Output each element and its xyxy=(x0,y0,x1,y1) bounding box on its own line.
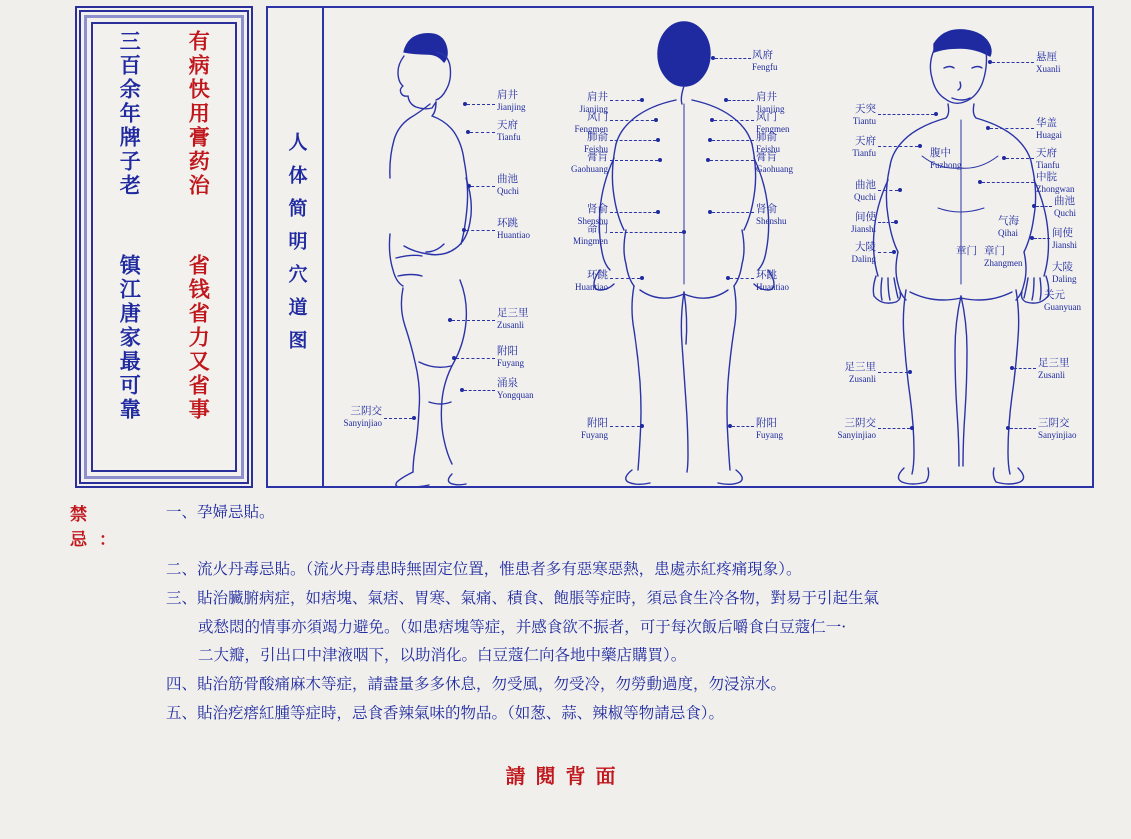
leader-line xyxy=(610,212,656,213)
label-quchi-side: 曲池 Quchi xyxy=(497,173,519,196)
leader-line xyxy=(710,160,754,161)
label-jianjing-back-right: 肩井 Jianjing xyxy=(756,91,785,114)
acupoint-diagram xyxy=(266,6,1094,488)
acupoint-dot xyxy=(658,158,662,162)
slogan-column-1: 有病快用膏药治 省钱省力又省事 xyxy=(186,30,212,422)
acupoint-dot xyxy=(894,220,898,224)
leader-line xyxy=(466,230,495,231)
leader-line xyxy=(471,186,495,187)
leader-line xyxy=(610,426,640,427)
leader-line xyxy=(878,114,934,115)
acupoint-dot xyxy=(640,424,644,428)
taboo-item-3-line-3: 二大瓣，引出口中津液咽下，以助消化。白豆蔻仁向各地中藥店購買）。 xyxy=(198,646,687,665)
figure-back-view xyxy=(556,8,826,490)
acupoint-dot xyxy=(654,118,658,122)
acupoint-dot xyxy=(412,416,416,420)
taboo-item-4: 四、貼治筋骨酸痛麻木等症，請盡量多多休息，勿受風，勿受冷，勿勞動過度，勿浸涼水。 xyxy=(166,675,787,694)
leader-line xyxy=(990,128,1034,129)
leader-line xyxy=(878,222,894,223)
leader-line xyxy=(610,278,640,279)
label-fuyang-side: 附阳 Fuyang xyxy=(497,345,524,368)
acupoint-dot xyxy=(656,210,660,214)
label-huagai: 华盖 Huagai xyxy=(1036,117,1062,140)
label-quchi-front-left: 曲池 Quchi xyxy=(854,179,876,202)
acupoint-dot xyxy=(892,250,896,254)
leader-line xyxy=(714,120,754,121)
leader-line xyxy=(1036,206,1052,207)
label-shenshu-back-right: 肾俞 Shenshu xyxy=(756,203,787,226)
leader-line xyxy=(982,182,1034,183)
label-feishu-back-left: 肺俞 Feishu xyxy=(583,131,608,154)
leader-line xyxy=(610,232,682,233)
label-zusanli-side: 足三里 Zusanli xyxy=(497,307,529,330)
label-qihai: 气海 Qihai xyxy=(998,215,1019,238)
label-zhongwan: 中脘 Zhongwan xyxy=(1036,171,1075,194)
label-gaohuang-back-left: 膏肓 Gaohuang xyxy=(571,151,608,174)
acupoint-dot xyxy=(898,188,902,192)
label-sanyinjiao-side: 三阴交 Sanyinjiao xyxy=(343,405,382,428)
leader-line xyxy=(1010,428,1036,429)
label-fuyang-back-left: 附阳 Fuyang xyxy=(581,417,608,440)
slogan-panel xyxy=(75,6,253,488)
taboo-item-2: 二、流火丹毒忌貼。（流火丹毒患時無固定位置，惟患者多有惡寒惡熱，患處赤紅疼痛現象）。 xyxy=(166,560,802,578)
slogan-column-2: 三百余年牌子老 镇江唐家最可靠 xyxy=(117,30,143,422)
leader-line xyxy=(610,140,656,141)
label-huantiao-back-right: 环跳 Huantiao xyxy=(756,269,789,292)
leader-line xyxy=(1006,158,1034,159)
taboo-item-3-line-2: 或愁悶的情事亦須竭力避免。（如患痞塊等症，并感食欲不振者，可于每次飯后嚼食白豆蔻仁一· xyxy=(198,617,847,636)
acupoint-dot xyxy=(918,144,922,148)
label-huantiao-side: 环跳 Huantiao xyxy=(497,217,530,240)
label-jianjing-back-left: 肩井 Jianjing xyxy=(579,91,608,114)
label-fengfu: 风府 Fengfu xyxy=(752,49,778,72)
taboo-heading-row xyxy=(70,500,1090,550)
label-daling-front-right: 大陵 Daling xyxy=(1052,261,1077,284)
figure-front-view xyxy=(826,8,1094,490)
leader-line xyxy=(464,390,495,391)
acupoint-dot xyxy=(934,112,938,116)
leader-line xyxy=(1034,238,1050,239)
diagram-title-column xyxy=(272,8,324,486)
leader-line xyxy=(732,426,754,427)
acupoint-dot xyxy=(640,276,644,280)
label-sanyinjiao-front-left: 三阴交 Sanyinjiao xyxy=(837,417,876,440)
leader-line xyxy=(610,100,640,101)
figure-side-view xyxy=(326,8,556,490)
leader-line xyxy=(467,104,495,105)
label-zusanli-front-left: 足三里 Zusanli xyxy=(844,361,876,384)
label-fengmen-back-right: 风门 Fengmen xyxy=(756,111,790,134)
label-gaohuang-back-right: 膏肓 Gaohuang xyxy=(756,151,793,174)
leader-line xyxy=(712,140,754,141)
label-yongquan-side: 涌泉 Yongquan xyxy=(497,377,534,400)
leader-line xyxy=(730,278,754,279)
leader-line xyxy=(456,358,495,359)
label-tiantu: 天突 Tiantu xyxy=(852,103,876,126)
leader-line xyxy=(452,320,495,321)
label-fengmen-back-left: 风门 Fengmen xyxy=(574,111,608,134)
label-fuzhong: 腹中 Fuzhong xyxy=(930,147,962,170)
leader-line xyxy=(878,146,918,147)
label-tianfu-front: 天府 Tianfu xyxy=(1036,147,1060,170)
label-jianshi-front-left: 间使 Jianshi xyxy=(850,211,876,234)
label-quchi-front-right: 曲池 Quchi xyxy=(1054,195,1076,218)
acupoint-dot xyxy=(682,230,686,234)
taboo-item-3-line-1: 三、貼治臟腑病症，如痞塊、氣痞、胃寒、氣痛、積食、飽脹等症時，須忌食生冷各物，對易于引起生氣 xyxy=(166,588,880,607)
label-guanyuan: 关元 Guanyuan xyxy=(1044,289,1081,312)
label-zhangmen-right: 章门 Zhangmen xyxy=(984,245,1023,268)
leader-line xyxy=(384,418,412,419)
diagram-title: 人体简明穴道图 xyxy=(285,131,308,363)
label-jianjing-side: 肩井 Jianjing xyxy=(497,89,526,112)
leader-line xyxy=(878,372,908,373)
acupoint-dot xyxy=(640,98,644,102)
leader-line xyxy=(470,132,495,133)
label-daling-front-left: 大陵 Daling xyxy=(851,241,876,264)
leader-line xyxy=(712,212,754,213)
label-tianfu-front-left: 天府 Tianfu xyxy=(852,135,876,158)
slogan-panel-inner xyxy=(91,22,237,472)
label-xuanli: 悬厘 Xuanli xyxy=(1036,51,1061,74)
leader-line xyxy=(878,190,898,191)
leader-line xyxy=(878,252,892,253)
leader-line xyxy=(610,120,654,121)
label-sanyinjiao-front-right: 三阴交 Sanyinjiao xyxy=(1038,417,1077,440)
label-fuyang-back-right: 附阳 Fuyang xyxy=(756,417,783,440)
footer-note: 請閱背面 xyxy=(505,764,626,788)
leader-line xyxy=(715,58,751,59)
label-zhangmen-left: 章门 xyxy=(956,245,977,257)
label-zusanli-front-right: 足三里 Zusanli xyxy=(1038,357,1070,380)
instructions-block xyxy=(70,500,1090,730)
taboo-item-5: 五、貼治疙瘩紅腫等症時，忌食香辣氣味的物品。（如葱、蒜、辣椒等物請忌食）。 xyxy=(166,703,725,722)
acupoint-dot xyxy=(908,370,912,374)
leader-line xyxy=(728,100,754,101)
label-tianfu-side: 天府 Tianfu xyxy=(497,119,521,142)
label-mingmen-back-left: 命门 Mingmen xyxy=(573,223,608,246)
leader-line xyxy=(610,160,658,161)
acupoint-dot xyxy=(656,138,660,142)
label-jianshi-front-right: 间使 Jianshi xyxy=(1052,227,1078,250)
label-huantiao-back-left: 环跳 Huantiao xyxy=(575,269,608,292)
leader-line xyxy=(992,62,1034,63)
taboo-item-1: 一、孕婦忌貼。 xyxy=(166,503,275,521)
label-shenshu-back-left: 肾俞 Shenshu xyxy=(577,203,608,226)
label-feishu-back-right: 肺俞 Feishu xyxy=(756,131,781,154)
taboo-heading: 禁 忌： xyxy=(70,505,128,550)
leader-line xyxy=(1014,368,1036,369)
acupoint-dot xyxy=(910,426,914,430)
leader-line xyxy=(878,428,910,429)
